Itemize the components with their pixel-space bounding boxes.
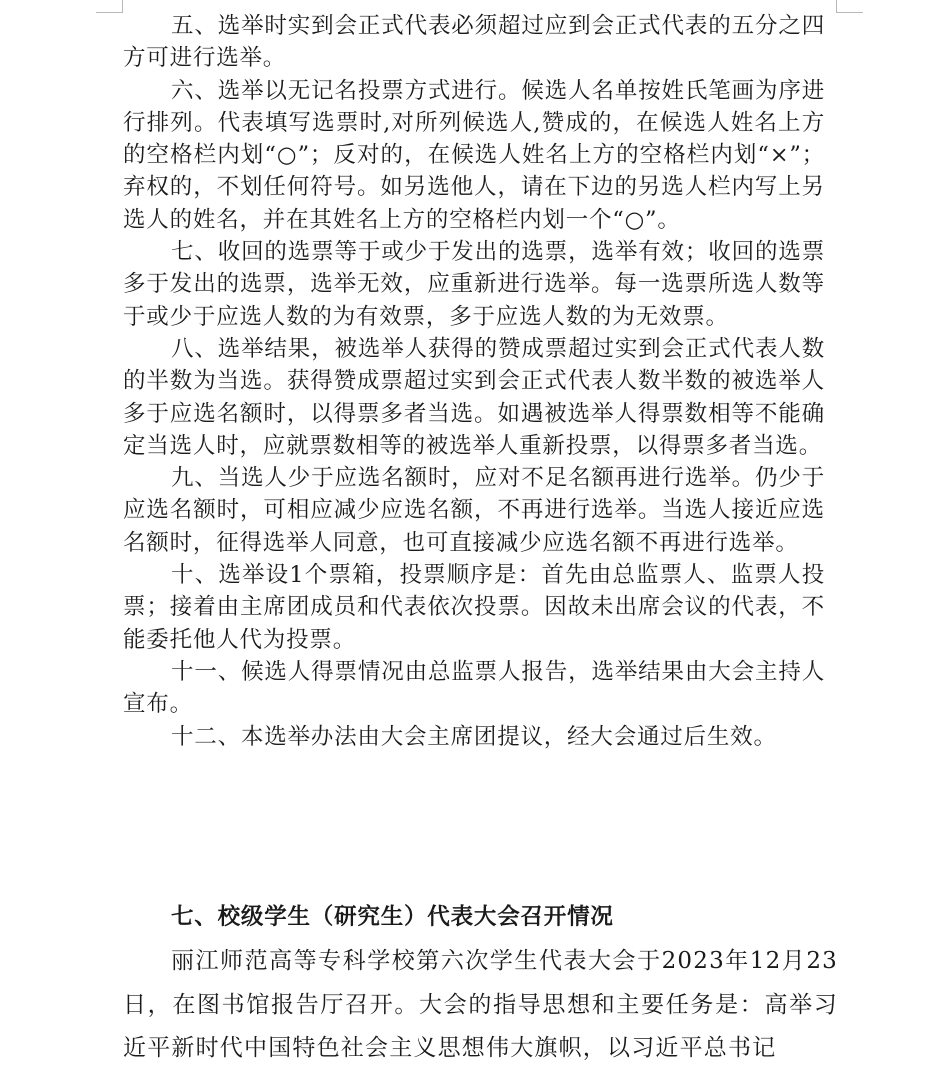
- rule-paragraph-10: 十、选举设1个票箱，投票顺序是：首先由总监票人、监票人投票；接着由主席团成员和代表依次投票。因故未出席会议的代表，不能委托他人代为投票。: [123, 562, 825, 653]
- section-heading: 七、校级学生（研究生）代表大会召开情况: [171, 904, 614, 930]
- rule-paragraph-12: 十二、本选举办法由大会主席团提议，经大会通过后生效。: [171, 723, 777, 750]
- rule-paragraph-11: 十一、候选人得票情况由总监票人报告，选举结果由大会主持人宣布。: [123, 658, 825, 718]
- rule-paragraph-6: 六、选举以无记名投票方式进行。候选人名单按姓氏笔画为序进行排列。代表填写选票时,对所列候选人,赞成的，在候选人姓名上方的空格栏内划“○”；反对的，在候选人姓名上方的空格栏内划“×”；弃权的，不划任何符号。如另选他人，请在下边的另选人栏内写上另选人的姓名，并在其姓名上方的空格栏内划一个“○”。: [123, 77, 825, 233]
- section-body-paragraph: 丽江师范高等专科学校第六次学生代表大会于2023年12月23日，在图书馆报告厅召开。大会的指导思想和主要任务是：高举习近平新时代中国特色社会主义思想伟大旗帜，以习近平总书记: [123, 948, 838, 1061]
- crop-mark-right: [836, 0, 863, 13]
- rule-paragraph-8: 八、选举结果，被选举人获得的赞成票超过实到会正式代表人数的半数为当选。获得赞成票超过实到会正式代表人数半数的被选举人多于应选名额时，以得票多者当选。如遇被选举人得票数相等不能确定当选人时，应就票数相等的被选举人重新投票，以得票多者当选。: [123, 335, 825, 459]
- crop-mark-left: [96, 0, 123, 13]
- election-rules: [123, 10, 825, 753]
- rule-paragraph-9: 九、当选人少于应选名额时，应对不足名额再进行选举。仍少于应选名额时，可相应减少应选名额，不再进行选举。当选人接近应选名额时，征得选举人同意，也可直接减少应选名额不再进行选举。: [123, 465, 825, 556]
- rule-paragraph-5: 五、选举时实到会正式代表必须超过应到会正式代表的五分之四方可进行选举。: [123, 13, 825, 72]
- rule-paragraph-7: 七、收回的选票等于或少于发出的选票，选举有效；收回的选票多于发出的选票，选举无效，应重新进行选举。每一选票所选人数等于或少于应选人数的为有效票，多于应选人数的为无效票。: [123, 239, 825, 330]
